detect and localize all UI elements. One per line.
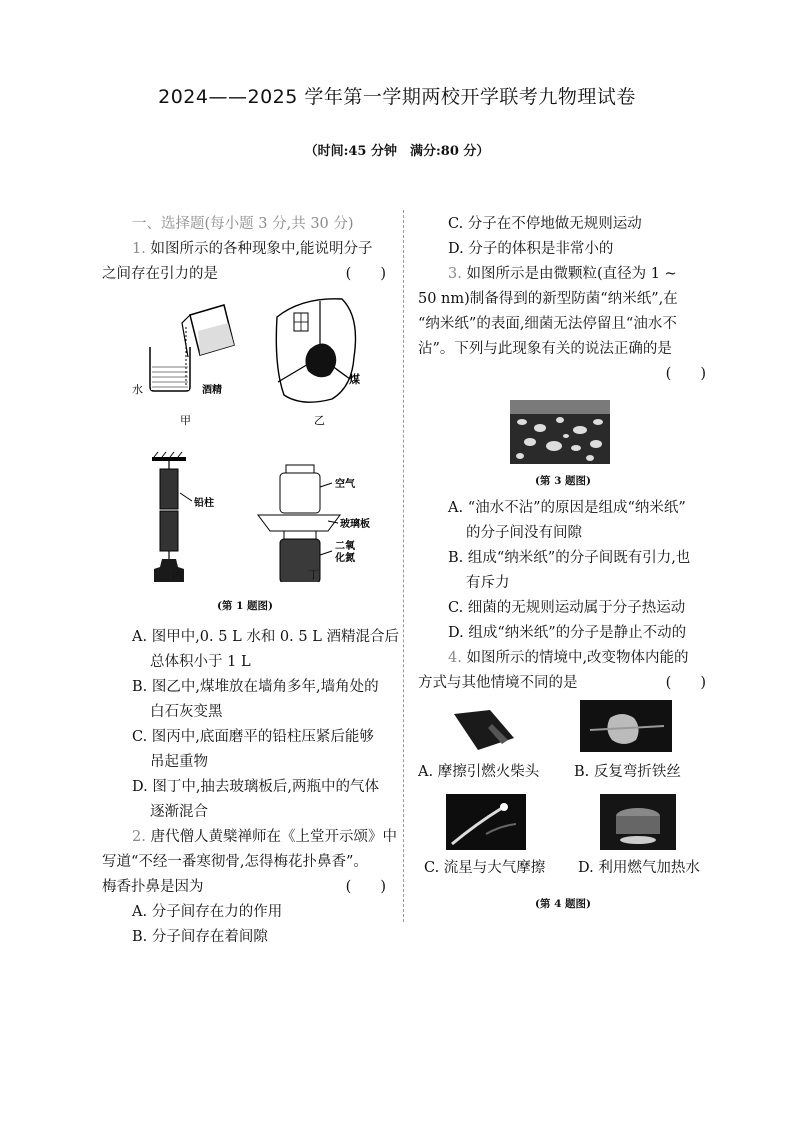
q3-option-d: D. 组成“纳米纸”的分子是静止不动的 xyxy=(448,625,687,641)
q2-stem-line1: 2. 唐代僧人黄檗禅师在《上堂开示颂》中 xyxy=(132,829,397,845)
answer-paren: ( ) xyxy=(665,366,706,382)
q2-option-c: C. 分子在不停地做无规则运动 xyxy=(448,216,642,232)
wall-corner-diagram xyxy=(276,299,355,402)
q1-diagrams xyxy=(102,287,392,582)
label-water: 水 xyxy=(132,383,143,396)
label-ding: 丁 xyxy=(308,568,319,581)
q2-option-b: B. 分子间存在着间隙 xyxy=(132,929,268,945)
label-no2-line1: 二氧 xyxy=(335,541,355,552)
q1-option-a: A. 图甲中,0. 5 L 水和 0. 5 L 酒精混合后 xyxy=(132,629,399,645)
q2-option-d: D. 分子的体积是非常小的 xyxy=(448,241,614,257)
q2-option-a: A. 分子间存在力的作用 xyxy=(132,904,283,920)
label-yi: 乙 xyxy=(314,414,325,427)
q4-option-d: D. 利用燃气加热水 xyxy=(578,860,700,876)
label-air: 空气 xyxy=(335,479,355,490)
meteor-photo xyxy=(446,794,526,850)
label-no2-line2: 化氮 xyxy=(335,553,355,564)
gas-bottles-diagram xyxy=(258,465,340,582)
label-lead: 铅柱 xyxy=(194,498,214,509)
q4-figure xyxy=(418,696,708,896)
q3-figure xyxy=(418,387,708,469)
label-alcohol: 酒精 xyxy=(202,385,222,396)
q4-stem-line1: 4. 如图所示的情境中,改变物体内能的 xyxy=(448,650,689,666)
q3-option-b: B. 组成“纳米纸”的分子间既有引力,也 xyxy=(448,550,691,566)
q4-option-a: A. 摩擦引燃火柴头 xyxy=(418,764,540,780)
section-heading: 一、选择题(每小题 3 分,共 30 分) xyxy=(132,216,354,232)
q1-option-b: B. 图乙中,煤堆放在墙角多年,墙角处的 xyxy=(132,679,379,695)
answer-paren: ( ) xyxy=(345,879,386,895)
gas-stove-photo xyxy=(600,794,676,850)
q3-option-c: C. 细菌的无规则运动属于分子热运动 xyxy=(448,600,686,616)
q3-number: 3. xyxy=(448,266,462,282)
q1-stem-line2: 之间存在引力的是 ( ) xyxy=(102,262,388,287)
q3-caption: (第 3 题图) xyxy=(534,475,592,487)
label-bing: 丙 xyxy=(172,568,183,581)
exam-info: （时间:45 分钟 满分:80 分） xyxy=(304,144,490,159)
q4-option-c: C. 流星与大气摩擦 xyxy=(424,860,546,876)
q1-figure xyxy=(102,287,388,582)
column-divider xyxy=(403,210,404,922)
q1-caption: (第 1 题图) xyxy=(216,600,274,612)
right-column: C. 分子在不停地做无规则运动 D. 分子的体积是非常小的 3. 如图所示是由微颗粒(直径为 1 ~ 50 nm)制备得到的新型防菌“纳米纸”,在 “纳米纸”的表面,细菌无法停留且“油水不 沾”。下列与此现象有关的说法正确的是 ( ) (第 3 题图) A. “油水不沾”的原因是组成“纳米纸” 的分子间没有间隙 B. 组成“纳米纸”的分子间既有引力,也 有斥力 C. 细菌的无规则运动属于分子热运动 D. 组成“纳米纸”的分子是静止不动的 4. 如图所示的情境中,改变物体内能的 方式与其他情境不同的是 ( ) A. 摩擦引燃火柴头 B. 反复弯折铁丝 C. 流星与大气摩擦 D. 利用燃气加热水 (第 4 题图) xyxy=(418,212,708,917)
left-column: 一、选择题(每小题 3 分,共 30 分) 1. 如图所示的各种现象中,能说明分子 之间存在引力的是 ( ) 水 酒精 甲 煤 乙 铅柱 空气 玻璃板 二氧 化氮 丙 丁 (第 1 题图) A. 图甲中,0. 5 L 水和 0. 5 L 酒精混合后 总体积小于 1 L B. 图乙中,煤堆放在墙角多年,墙角处的 白石灰变黑 C. 图丙中,底面磨平的铅柱压紧后能够 吊起重物 D. 图丁中,抽去玻璃板后,两瓶中的气体 逐渐混合 2. 唐代僧人黄檗禅师在《上堂开示颂》中 写道“不经一番寒彻骨,怎得梅花扑鼻香”。 梅香扑鼻是因为 ( ) A. 分子间存在力的作用 B. 分子间存在着间隙 xyxy=(102,212,388,950)
nanopaper-photo xyxy=(510,400,610,464)
q4-caption: (第 4 题图) xyxy=(534,898,592,910)
beaker-diagram xyxy=(150,305,234,391)
q3-option-a: A. “油水不沾”的原因是组成“纳米纸” xyxy=(448,500,686,516)
q1-option-c: C. 图丙中,底面磨平的铅柱压紧后能够 xyxy=(132,729,374,745)
answer-paren: ( ) xyxy=(345,266,386,282)
matchbox-photo xyxy=(448,706,520,754)
wire-bending-photo xyxy=(580,700,672,752)
label-coal: 煤 xyxy=(349,373,360,386)
q2-number: 2. xyxy=(132,829,146,845)
page-title: 2024——2025 学年第一学期两校开学联考九物理试卷 xyxy=(158,86,636,108)
label-jia: 甲 xyxy=(180,414,191,427)
q4-option-b: B. 反复弯折铁丝 xyxy=(574,764,681,780)
q1-option-d: D. 图丁中,抽去玻璃板后,两瓶中的气体 xyxy=(132,779,380,795)
q1-stem-line1: 1. 如图所示的各种现象中,能说明分子 xyxy=(132,241,373,257)
q3-stem-line1: 3. 如图所示是由微颗粒(直径为 1 ~ xyxy=(448,266,677,282)
answer-paren: ( ) xyxy=(665,675,706,691)
label-glass: 玻璃板 xyxy=(340,519,370,530)
q1-number: 1. xyxy=(132,241,146,257)
q4-number: 4. xyxy=(448,650,462,666)
